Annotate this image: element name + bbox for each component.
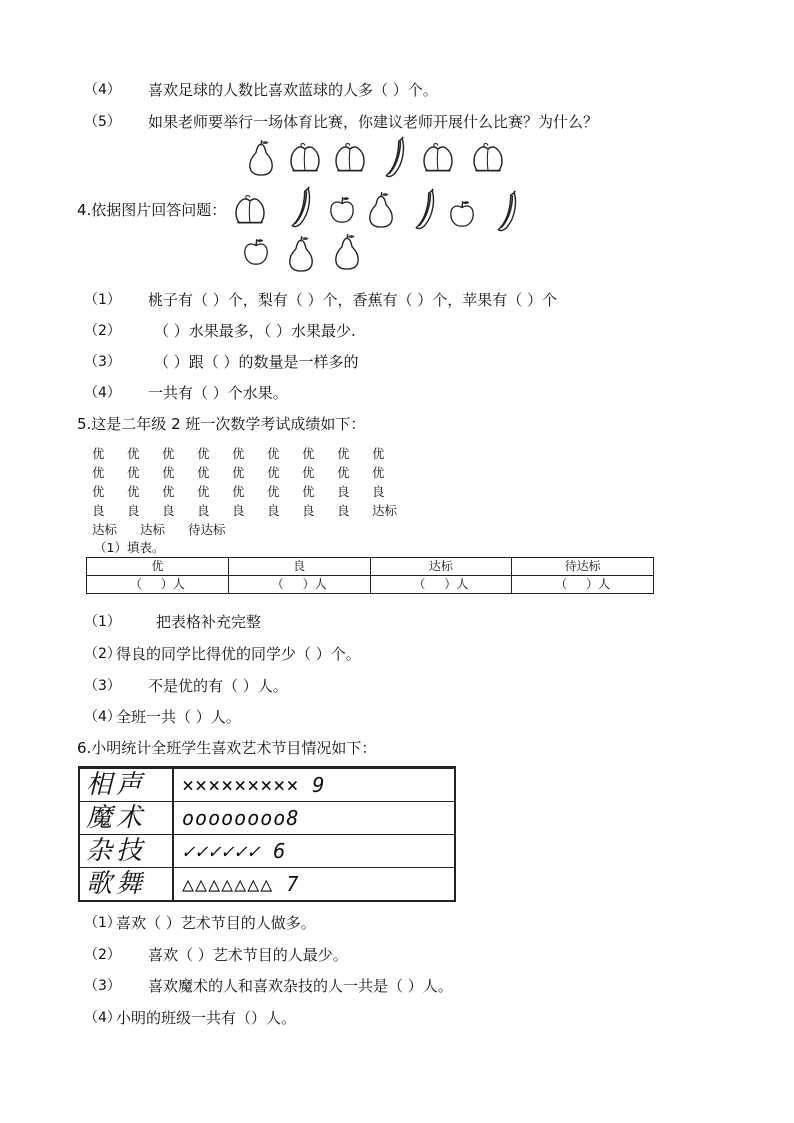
grade-cell: 优 — [127, 446, 140, 461]
fill-table-label: （1）填表。 — [94, 540, 165, 555]
tally-label: 杂技 — [86, 836, 147, 866]
grade-cell: 达标 — [92, 522, 118, 537]
q4-2-number: （2） — [84, 323, 121, 339]
grade-cell: 良 — [337, 503, 350, 518]
tally-marks: △△△△△△△ 7 — [182, 872, 300, 896]
grade-cell: 优 — [162, 446, 175, 461]
pear-icon — [330, 232, 364, 272]
pear-icon — [364, 190, 398, 230]
q5-3-number: （3） — [84, 678, 121, 694]
section-4-title: 4.依据图片回答问题： — [77, 201, 227, 219]
grade-cell: 优 — [232, 465, 245, 480]
q3-4-number: （4） — [84, 82, 121, 98]
peach-icon — [287, 140, 323, 176]
q6-3-number: （3） — [84, 978, 121, 994]
table-row — [87, 576, 654, 594]
q5-3-text: 不是优的有（ ）人。 — [148, 677, 288, 695]
peach-icon — [232, 192, 268, 228]
grade-cell: 优 — [92, 446, 105, 461]
q4-3-number: （3） — [84, 354, 121, 370]
grade-cell: 优 — [162, 465, 175, 480]
q4-4-number: （4） — [84, 385, 121, 401]
grade-cell: 优 — [127, 484, 140, 499]
grade-cell: 优 — [232, 484, 245, 499]
grade-cell: 待达标 — [188, 522, 226, 537]
grade-cell: 优 — [197, 484, 210, 499]
grade-row — [92, 465, 407, 481]
table-header: 良 — [228, 558, 370, 576]
grade-cell: 良 — [337, 484, 350, 499]
peach-icon — [470, 140, 506, 176]
peach-icon — [332, 140, 368, 176]
table-cell: （ ）人 — [87, 576, 229, 594]
q4-1-text: 桃子有（ ）个，梨有（ ）个，香蕉有（ ）个，苹果有（ ）个 — [148, 291, 558, 309]
grade-cell: 优 — [372, 465, 385, 480]
art-tally-table — [78, 766, 456, 902]
grade-cell: 优 — [197, 446, 210, 461]
table-row — [80, 801, 454, 835]
grade-cell: 良 — [372, 484, 385, 499]
table-header: 待达标 — [512, 558, 654, 576]
q6-4-text: 小明的班级一共有（）人。 — [116, 1009, 297, 1027]
section-6-title: 6.小明统计全班学生喜欢艺术节目情况如下： — [77, 739, 377, 757]
grade-cell: 良 — [197, 503, 210, 518]
grade-cell: 优 — [127, 465, 140, 480]
grade-cell: 优 — [92, 465, 105, 480]
q5-4-text: 全班一共（ ）人。 — [116, 708, 241, 726]
q5-4-number: （4） — [84, 709, 121, 725]
q3-5-text: 如果老师要举行一场体育比赛，你建议老师开展什么比赛？为什么？ — [148, 113, 599, 131]
grade-cell: 达标 — [140, 522, 166, 537]
grade-row — [92, 522, 248, 538]
q5-1-number: （1） — [84, 614, 121, 630]
grade-row — [92, 484, 407, 500]
table-cell: （ ）人 — [512, 576, 654, 594]
grade-cell: 优 — [197, 465, 210, 480]
grade-cell: 达标 — [372, 503, 398, 518]
grade-cell: 优 — [337, 465, 350, 480]
q4-3-text: （ ）跟（ ）的数量是一样多的 — [154, 353, 359, 371]
table-row — [80, 768, 454, 802]
q4-2-text: （ ）水果最多，（ ）水果最少. — [154, 322, 356, 340]
table-header: 达标 — [370, 558, 512, 576]
tally-marks: ××××××××× 9 — [182, 773, 326, 797]
grade-cell: 优 — [232, 446, 245, 461]
pear-icon — [284, 234, 318, 274]
table-row — [80, 867, 454, 901]
q6-4-number: （4） — [84, 1010, 121, 1026]
tally-marks: ✓✓✓✓✓✓ 6 — [182, 839, 287, 863]
apple-icon — [326, 194, 358, 226]
table-cell: （ ）人 — [370, 576, 512, 594]
banana-icon — [494, 190, 522, 234]
grade-cell: 优 — [267, 465, 280, 480]
table-header-row — [87, 558, 654, 576]
grade-cell: 优 — [302, 446, 315, 461]
grade-row — [92, 503, 407, 519]
q6-3-text: 喜欢魔术的人和喜欢杂技的人一共是（ ）人。 — [148, 977, 453, 995]
grade-cell: 优 — [162, 484, 175, 499]
table-header: 优 — [87, 558, 229, 576]
peach-icon — [420, 140, 456, 176]
pear-icon — [244, 138, 278, 178]
grade-cell: 良 — [92, 503, 105, 518]
grade-cell: 优 — [92, 484, 105, 499]
q6-2-text: 喜欢（ ）艺术节目的人最少。 — [148, 946, 348, 964]
tally-label: 魔术 — [86, 803, 147, 833]
tally-label: 歌舞 — [86, 869, 147, 899]
grade-cell: 优 — [267, 446, 280, 461]
q3-4-text: 喜欢足球的人数比喜欢蓝球的人多（ ）个。 — [148, 81, 438, 99]
grade-cell: 良 — [127, 503, 140, 518]
grade-cell: 良 — [267, 503, 280, 518]
banana-icon — [288, 186, 316, 230]
apple-icon — [240, 236, 272, 268]
tally-label: 相声 — [86, 770, 147, 800]
grade-cell: 优 — [267, 484, 280, 499]
grade-cell: 良 — [232, 503, 245, 518]
grade-cell: 优 — [302, 484, 315, 499]
tally-marks: oooooooo8 — [182, 806, 300, 830]
table-cell: （ ）人 — [228, 576, 370, 594]
banana-icon — [412, 188, 440, 232]
table-row — [80, 834, 454, 868]
grade-cell: 良 — [302, 503, 315, 518]
q6-2-number: （2） — [84, 947, 121, 963]
q3-5-number: （5） — [84, 114, 121, 130]
grade-cell: 良 — [162, 503, 175, 518]
q6-1-text: 喜欢（ ）艺术节目的人做多。 — [116, 914, 316, 932]
q4-4-text: 一共有（ ）个水果。 — [148, 384, 288, 402]
grade-row — [92, 446, 407, 462]
section-5-title: 5.这是二年级 2 班一次数学考试成绩如下： — [77, 415, 366, 433]
score-table — [86, 557, 654, 594]
grade-cell: 优 — [302, 465, 315, 480]
q6-1-number: （1） — [84, 915, 121, 931]
grade-cell: 优 — [337, 446, 350, 461]
q5-2-text: 得良的同学比得优的同学少（ ）个。 — [116, 645, 361, 663]
apple-icon — [446, 198, 478, 230]
q5-1-text: 把表格补充完整 — [156, 613, 262, 631]
q4-1-number: （1） — [84, 292, 121, 308]
grade-cell: 优 — [372, 446, 385, 461]
banana-icon — [382, 136, 410, 180]
q5-2-number: （2） — [84, 646, 121, 662]
